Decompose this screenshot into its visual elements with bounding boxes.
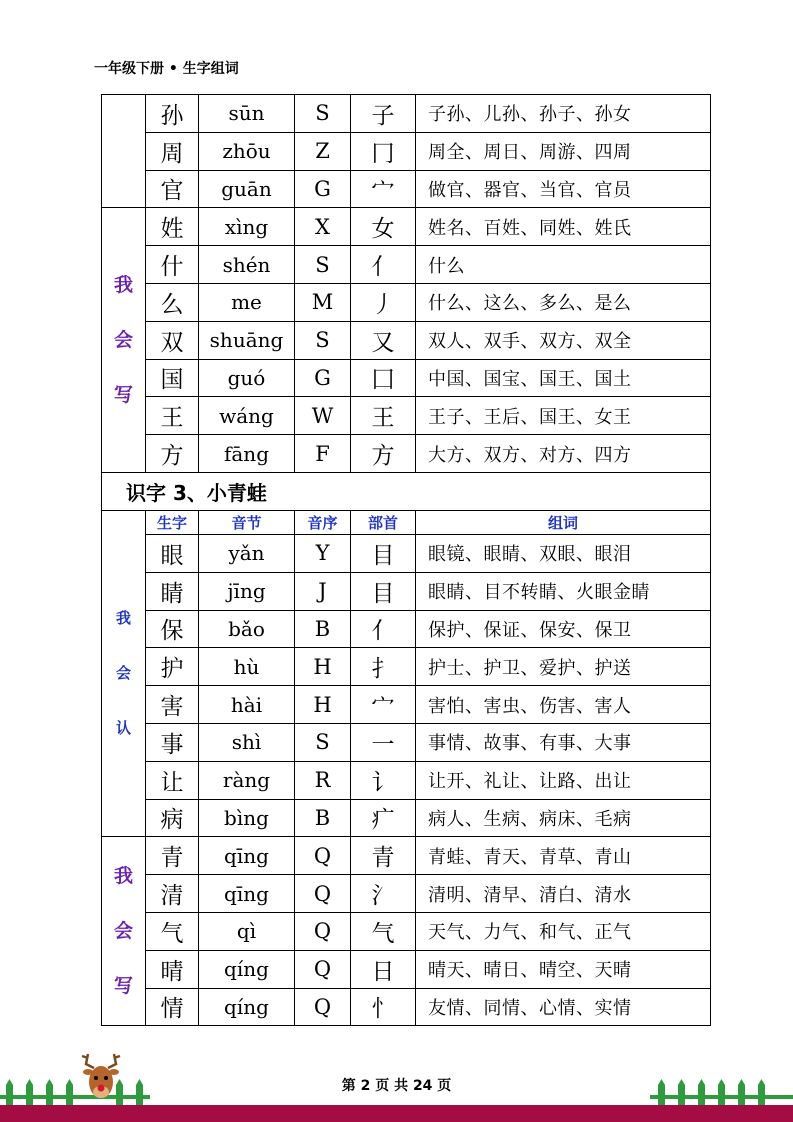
word-group-cell: 晴天、晴日、晴空、天晴 <box>416 950 711 988</box>
side-label-char: 我 <box>113 273 133 296</box>
word-group-cell: 姓名、百姓、同姓、姓氏 <box>416 208 711 246</box>
table-row <box>102 170 711 208</box>
character-cell: 周 <box>146 132 199 170</box>
side-label-char: 会 <box>115 664 131 683</box>
radical-cell: 囗 <box>351 359 416 397</box>
word-group-cell: 让开、礼让、让路、出让 <box>416 761 711 799</box>
word-group-cell: 友情、同情、心情、实情 <box>416 988 711 1026</box>
initial-letter-cell: M <box>295 283 351 321</box>
side-label-char: 我 <box>115 609 131 628</box>
character-cell: 晴 <box>146 950 199 988</box>
initial-letter-cell: S <box>295 246 351 284</box>
initial-letter-cell: Q <box>295 875 351 913</box>
table-row <box>102 208 711 246</box>
word-group-cell: 大方、双方、对方、四方 <box>416 435 711 473</box>
radical-cell: 讠 <box>351 761 416 799</box>
column-header: 组词 <box>416 510 711 534</box>
character-cell: 气 <box>146 912 199 950</box>
character-cell: 姓 <box>146 208 199 246</box>
side-label-recognize <box>102 510 146 836</box>
table-row <box>102 534 711 572</box>
radical-cell: 目 <box>351 534 416 572</box>
side-label-char: 我 <box>113 864 133 887</box>
column-header: 生字 <box>146 510 199 534</box>
table-row <box>102 246 711 284</box>
word-group-cell: 事情、故事、有事、大事 <box>416 723 711 761</box>
column-header: 音节 <box>199 510 295 534</box>
character-cell: 睛 <box>146 572 199 610</box>
pinyin-cell: zhōu <box>199 132 295 170</box>
pinyin-cell: guó <box>199 359 295 397</box>
table-row <box>102 648 711 686</box>
word-group-cell: 子孙、儿孙、孙子、孙女 <box>416 95 711 133</box>
pinyin-cell: jīng <box>199 572 295 610</box>
radical-cell: 宀 <box>351 170 416 208</box>
word-group-cell: 什么 <box>416 246 711 284</box>
radical-cell: 青 <box>351 837 416 875</box>
character-cell: 么 <box>146 283 199 321</box>
table-row <box>102 572 711 610</box>
radical-cell: 扌 <box>351 648 416 686</box>
initial-letter-cell: Y <box>295 534 351 572</box>
page-header-title: 一年级下册 • 生字组词 <box>94 61 239 77</box>
character-cell: 青 <box>146 837 199 875</box>
initial-letter-cell: G <box>295 170 351 208</box>
pinyin-cell: sūn <box>199 95 295 133</box>
radical-cell: 一 <box>351 723 416 761</box>
word-group-cell: 病人、生病、病床、毛病 <box>416 799 711 837</box>
table-row <box>102 761 711 799</box>
pinyin-cell: fāng <box>199 435 295 473</box>
word-group-cell: 青蛙、青天、青草、青山 <box>416 837 711 875</box>
side-label-char: 认 <box>115 719 131 738</box>
radical-cell: 丿 <box>351 283 416 321</box>
initial-letter-cell: Z <box>295 132 351 170</box>
character-table <box>101 94 711 1026</box>
pinyin-cell: shuāng <box>199 321 295 359</box>
pinyin-cell: guān <box>199 170 295 208</box>
character-cell: 护 <box>146 648 199 686</box>
radical-cell: 冂 <box>351 132 416 170</box>
pinyin-cell: yǎn <box>199 534 295 572</box>
character-cell: 病 <box>146 799 199 837</box>
table-row <box>102 988 711 1026</box>
section-title-row <box>102 472 711 510</box>
initial-letter-cell: W <box>295 397 351 435</box>
radical-cell: 宀 <box>351 686 416 724</box>
word-group-cell: 清明、清早、清白、清水 <box>416 875 711 913</box>
word-group-cell: 保护、保证、保安、保卫 <box>416 610 711 648</box>
table-row <box>102 875 711 913</box>
radical-cell: 又 <box>351 321 416 359</box>
side-label-char: 会 <box>113 919 133 942</box>
table-row <box>102 435 711 473</box>
initial-letter-cell: Q <box>295 950 351 988</box>
radical-cell: 亻 <box>351 610 416 648</box>
word-group-cell: 什么、这么、多么、是么 <box>416 283 711 321</box>
side-label-char: 会 <box>113 328 133 351</box>
character-cell: 保 <box>146 610 199 648</box>
reindeer-icon <box>76 1050 126 1108</box>
pinyin-cell: bìng <box>199 799 295 837</box>
initial-letter-cell: S <box>295 723 351 761</box>
character-cell: 王 <box>146 397 199 435</box>
pinyin-cell: qì <box>199 912 295 950</box>
initial-letter-cell: R <box>295 761 351 799</box>
initial-letter-cell: B <box>295 799 351 837</box>
initial-letter-cell: Q <box>295 837 351 875</box>
initial-letter-cell: B <box>295 610 351 648</box>
table-row <box>102 950 711 988</box>
radical-cell: 亻 <box>351 246 416 284</box>
character-cell: 眼 <box>146 534 199 572</box>
radical-cell: 目 <box>351 572 416 610</box>
initial-letter-cell: X <box>295 208 351 246</box>
table-row <box>102 799 711 837</box>
initial-letter-cell: S <box>295 321 351 359</box>
page-number: 第 2 页 共 24 页 <box>341 1078 452 1094</box>
radical-cell: 方 <box>351 435 416 473</box>
word-group-cell: 眼睛、目不转睛、火眼金睛 <box>416 572 711 610</box>
word-group-cell: 王子、王后、国王、女王 <box>416 397 711 435</box>
character-cell: 官 <box>146 170 199 208</box>
character-cell: 双 <box>146 321 199 359</box>
radical-cell: 日 <box>351 950 416 988</box>
side-label-null <box>102 95 146 208</box>
table-row <box>102 132 711 170</box>
pinyin-cell: bǎo <box>199 610 295 648</box>
word-group-cell: 护士、护卫、爱护、护送 <box>416 648 711 686</box>
pinyin-cell: qíng <box>199 988 295 1026</box>
initial-letter-cell: H <box>295 648 351 686</box>
table-row <box>102 359 711 397</box>
column-header-row <box>102 510 711 534</box>
word-group-cell: 中国、国宝、国王、国土 <box>416 359 711 397</box>
table-row <box>102 686 711 724</box>
word-group-cell: 双人、双手、双方、双全 <box>416 321 711 359</box>
initial-letter-cell: Q <box>295 912 351 950</box>
character-cell: 国 <box>146 359 199 397</box>
column-header: 部首 <box>351 510 416 534</box>
word-group-cell: 做官、器官、当官、官员 <box>416 170 711 208</box>
character-cell: 方 <box>146 435 199 473</box>
word-group-cell: 天气、力气、和气、正气 <box>416 912 711 950</box>
character-cell: 害 <box>146 686 199 724</box>
radical-cell: 疒 <box>351 799 416 837</box>
pinyin-cell: xìng <box>199 208 295 246</box>
radical-cell: 王 <box>351 397 416 435</box>
initial-letter-cell: S <box>295 95 351 133</box>
pinyin-cell: wáng <box>199 397 295 435</box>
initial-letter-cell: G <box>295 359 351 397</box>
pinyin-cell: qíng <box>199 950 295 988</box>
character-cell: 事 <box>146 723 199 761</box>
side-label-char: 写 <box>113 383 133 406</box>
pinyin-cell: hù <box>199 648 295 686</box>
word-group-cell: 眼镜、眼睛、双眼、眼泪 <box>416 534 711 572</box>
initial-letter-cell: Q <box>295 988 351 1026</box>
radical-cell: 忄 <box>351 988 416 1026</box>
initial-letter-cell: H <box>295 686 351 724</box>
word-group-cell: 害怕、害虫、伤害、害人 <box>416 686 711 724</box>
character-cell: 情 <box>146 988 199 1026</box>
section-title: 识字 3、小青蛙 <box>102 472 711 510</box>
word-group-cell: 周全、周日、周游、四周 <box>416 132 711 170</box>
character-cell: 什 <box>146 246 199 284</box>
table-row <box>102 610 711 648</box>
pinyin-cell: hài <box>199 686 295 724</box>
pinyin-cell: shén <box>199 246 295 284</box>
column-header: 音序 <box>295 510 351 534</box>
footer-bar <box>0 1105 793 1122</box>
side-label-char: 写 <box>113 974 133 997</box>
radical-cell: 子 <box>351 95 416 133</box>
initial-letter-cell: F <box>295 435 351 473</box>
character-cell: 清 <box>146 875 199 913</box>
pinyin-cell: qīng <box>199 875 295 913</box>
table-row <box>102 95 711 133</box>
pinyin-cell: ràng <box>199 761 295 799</box>
table-row <box>102 283 711 321</box>
pinyin-cell: shì <box>199 723 295 761</box>
table-row <box>102 723 711 761</box>
radical-cell: 女 <box>351 208 416 246</box>
side-label-write <box>102 208 146 473</box>
table-row <box>102 397 711 435</box>
radical-cell: 氵 <box>351 875 416 913</box>
pinyin-cell: qīng <box>199 837 295 875</box>
table-row <box>102 321 711 359</box>
table-row <box>102 837 711 875</box>
table-row <box>102 912 711 950</box>
character-cell: 让 <box>146 761 199 799</box>
pinyin-cell: me <box>199 283 295 321</box>
radical-cell: 气 <box>351 912 416 950</box>
character-cell: 孙 <box>146 95 199 133</box>
side-label-write <box>102 837 146 1026</box>
initial-letter-cell: J <box>295 572 351 610</box>
